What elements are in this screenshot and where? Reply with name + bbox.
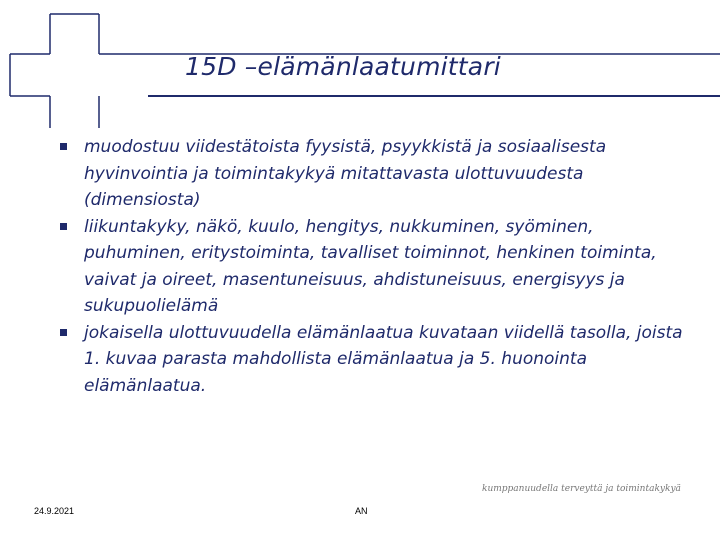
footer-date: 24.9.2021 (34, 506, 75, 516)
title-rule (148, 95, 720, 97)
bullet-text: liikuntakyky, näkö, kuulo, hengitys, nukkuminen, syöminen, puhuminen, eritystoiminta, tavalliset toiminnot, henkinen toiminta, vaivat ja oireet, masentuneisuus, ahdistuneisuus, energisyys ja sukupuolielämä (84, 216, 657, 316)
bullet-item (60, 134, 700, 214)
bullet-item (60, 320, 700, 400)
slide-title: 15D –elämänlaatumittari (185, 52, 501, 81)
bullet-text: jokaisella ulottuvuudella elämänlaatua kuvataan viidellä tasolla, joista 1. kuvaa parasta mahdollista elämänlaatua ja 5. huonointa elämänlaatua. (84, 322, 683, 396)
footer-author: AN (355, 506, 368, 516)
bullet-text: muodostuu viidestätoista fyysistä, psyykkistä ja sosiaalisesta hyvinvointia ja toimintakykyä mitattavasta ulottuvuudesta (dimensiosta) (84, 137, 607, 210)
bullet-list (60, 134, 700, 399)
bullet-square-icon (60, 329, 67, 336)
footer-logo-text: kumppanuudella terveyttä ja toimintakykyä (482, 484, 681, 494)
bullet-square-icon (60, 143, 67, 150)
bullet-item (60, 214, 700, 320)
bullet-square-icon (60, 223, 67, 230)
